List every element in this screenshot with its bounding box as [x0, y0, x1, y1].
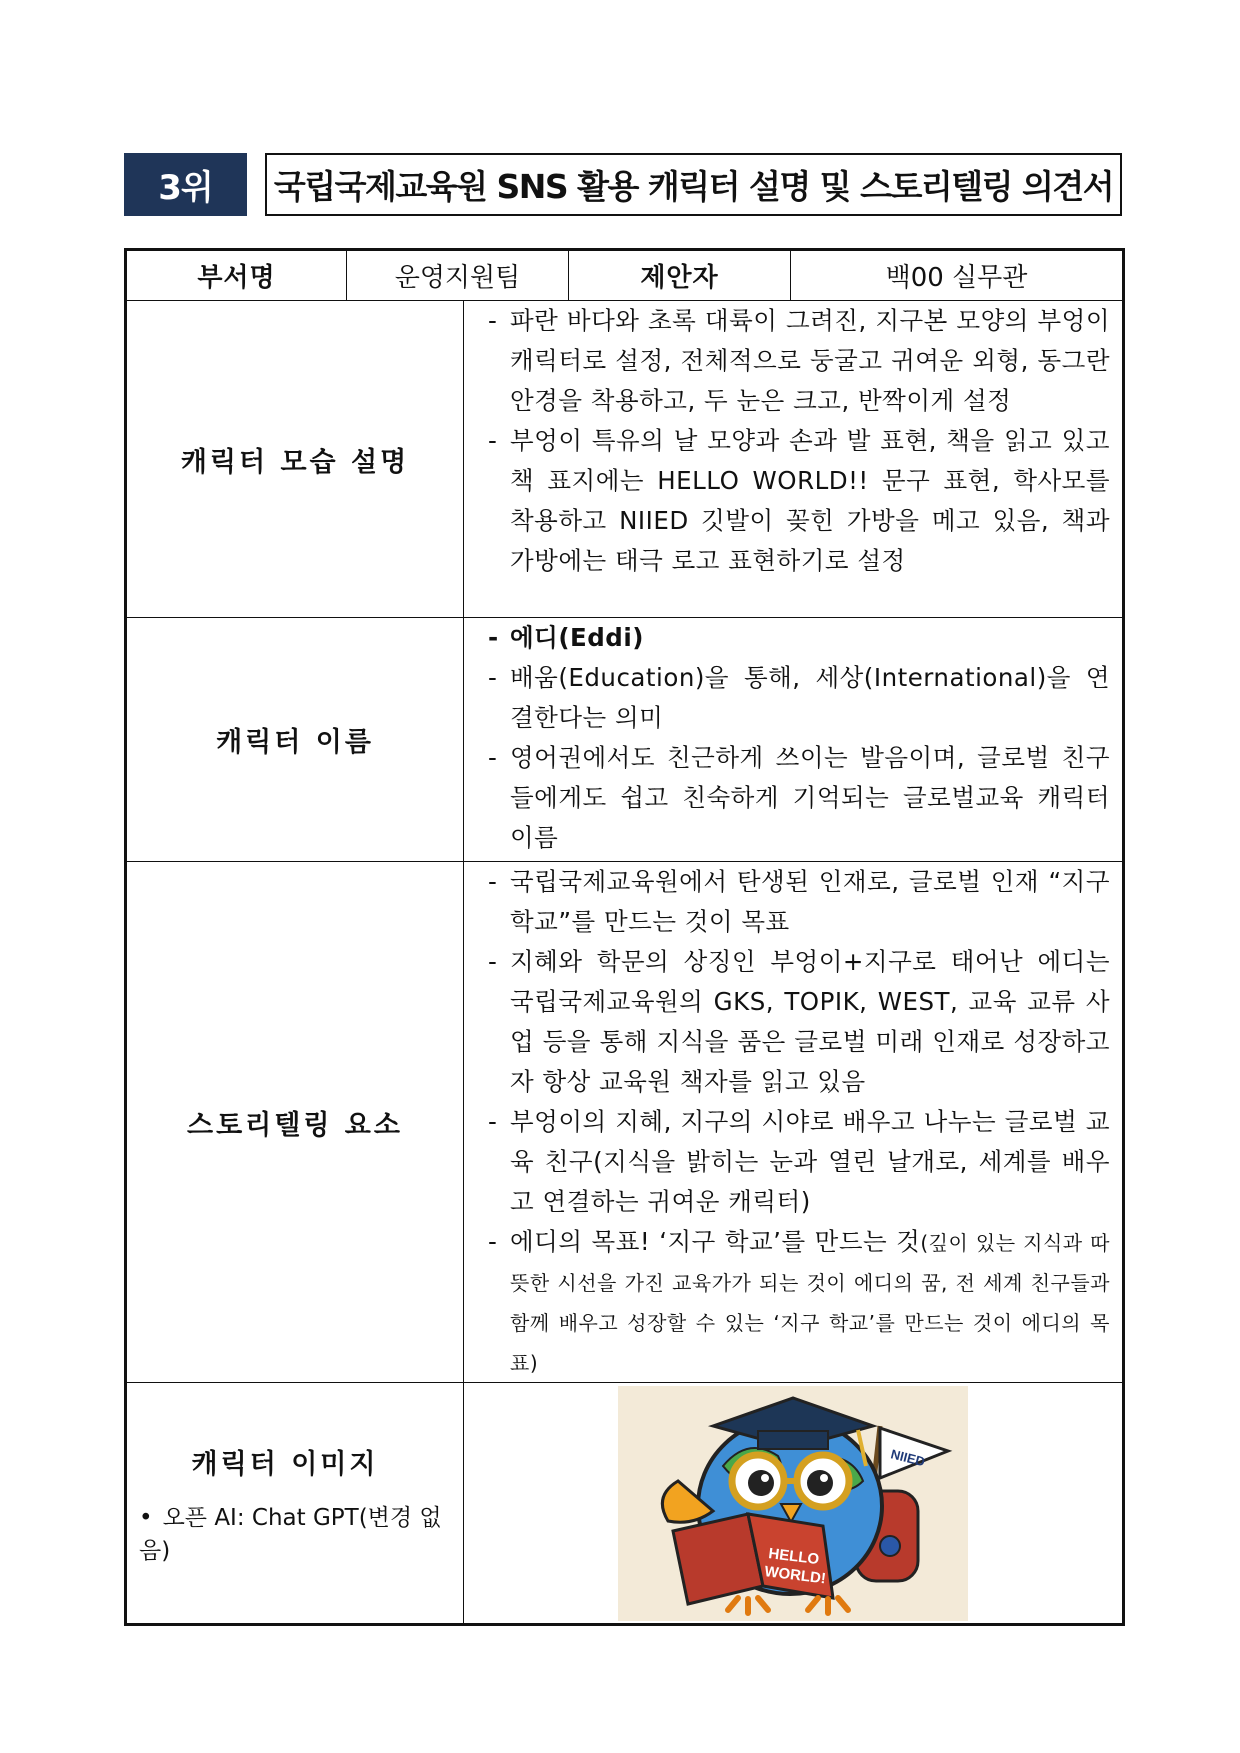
image-note-text: 오픈 AI: Chat GPT(변경 없음)	[139, 1504, 442, 1564]
appearance-content	[464, 301, 1124, 618]
meta-row	[126, 250, 1124, 301]
cap-band	[758, 1431, 828, 1449]
book-cover-line1: HELLO	[767, 1544, 821, 1568]
appearance-item: - 부엉이 특유의 날 모양과 손과 발 표현, 책을 읽고 있고 책 표지에는 HELLO WORLD!! 문구 표현, 학사모를 착용하고 NIIED 깃발이 꽂힌 가방을 메고 있음, 책과 가방에는 태극 로고 표현하기로 설정	[486, 421, 1110, 581]
document-title: 국립국제교육원 SNS 활용 캐릭터 설명 및 스토리텔링 의견서	[265, 153, 1122, 216]
image-cell	[464, 1383, 1124, 1625]
rank-badge: 3위	[124, 153, 247, 216]
image-label: 캐릭터 이미지	[191, 1448, 379, 1480]
left-sparkle	[761, 1474, 769, 1482]
story-item: - 부엉이의 지혜, 지구의 시야로 배우고 나누는 글로벌 교육 친구(지식을 밝히는 눈과 열린 날개로, 세계를 배우고 연결하는 귀여운 캐릭터)	[486, 1102, 1110, 1222]
appearance-label: 캐릭터 모습 설명	[126, 301, 464, 618]
proposer-value: 백00 실무관	[791, 250, 1124, 301]
name-item: - 배움(Education)을 통해, 세상(International)을 연결한다는 의미	[486, 658, 1110, 738]
image-note	[127, 1499, 463, 1565]
proposer-label: 제안자	[569, 250, 791, 301]
name-label: 캐릭터 이름	[126, 618, 464, 862]
left-pupil	[748, 1470, 774, 1496]
story-goal-detail: (깊이 있는 지식과 따뜻한 시선을 가진 교육가가 되는 것이 에디의 꿈, 전 세계 친구들과 함께 배우고 성장할 수 있는 ‘지구 학교’를 만드는 것이 에디의 목표)	[510, 1231, 1110, 1375]
owl-illustration	[618, 1386, 968, 1621]
story-label: 스토리텔링 요소	[126, 862, 464, 1383]
image-label-cell	[126, 1383, 464, 1625]
story-item: - 국립국제교육원에서 탄생된 인재로, 글로벌 인재 “지구 학교”를 만드는 것이 목표	[486, 862, 1110, 942]
dept-label: 부서명	[126, 250, 347, 301]
name-content	[464, 618, 1124, 862]
proposal-table	[124, 248, 1125, 1626]
story-goal-main: 에디의 목표! ‘지구 학교’를 만드는 것	[510, 1227, 921, 1256]
name-item: - 에디(Eddi)	[486, 618, 1110, 658]
story-row	[126, 862, 1124, 1383]
book-cover-line2: WORLD!	[763, 1562, 827, 1587]
bullet-dot: •	[139, 1504, 153, 1531]
flag-label: NIIED	[889, 1445, 927, 1469]
right-sparkle	[820, 1474, 828, 1482]
story-content	[464, 862, 1124, 1383]
story-item: - 지혜와 학문의 상징인 부엉이+지구로 태어난 에디는 국립국제교육원의 GKS, TOPIK, WEST, 교육 교류 사업 등을 통해 지식을 품은 글로벌 미래 인재로 성장하고자 항상 교육원 책자를 읽고 있음	[486, 942, 1110, 1102]
name-row	[126, 618, 1124, 862]
appearance-item: - 파란 바다와 초록 대륙이 그려진, 지구본 모양의 부엉이 캐릭터로 설정, 전체적으로 둥굴고 귀여운 외형, 동그란 안경을 착용하고, 두 눈은 크고, 반짝이게 설정	[486, 301, 1110, 421]
character-image	[618, 1386, 968, 1621]
taegeuk-icon	[880, 1536, 900, 1556]
dept-value: 운영지원팀	[347, 250, 569, 301]
right-foot	[808, 1598, 848, 1613]
right-pupil	[807, 1470, 833, 1496]
left-foot	[728, 1598, 768, 1613]
story-item	[486, 1222, 1110, 1382]
appearance-row	[126, 301, 1124, 618]
name-item: - 영어권에서도 친근하게 쓰이는 발음이며, 글로벌 친구들에게도 쉽고 친숙하게 기억되는 글로벌교육 캐릭터 이름	[486, 738, 1110, 858]
document-header	[124, 153, 1122, 216]
image-row	[126, 1383, 1124, 1625]
